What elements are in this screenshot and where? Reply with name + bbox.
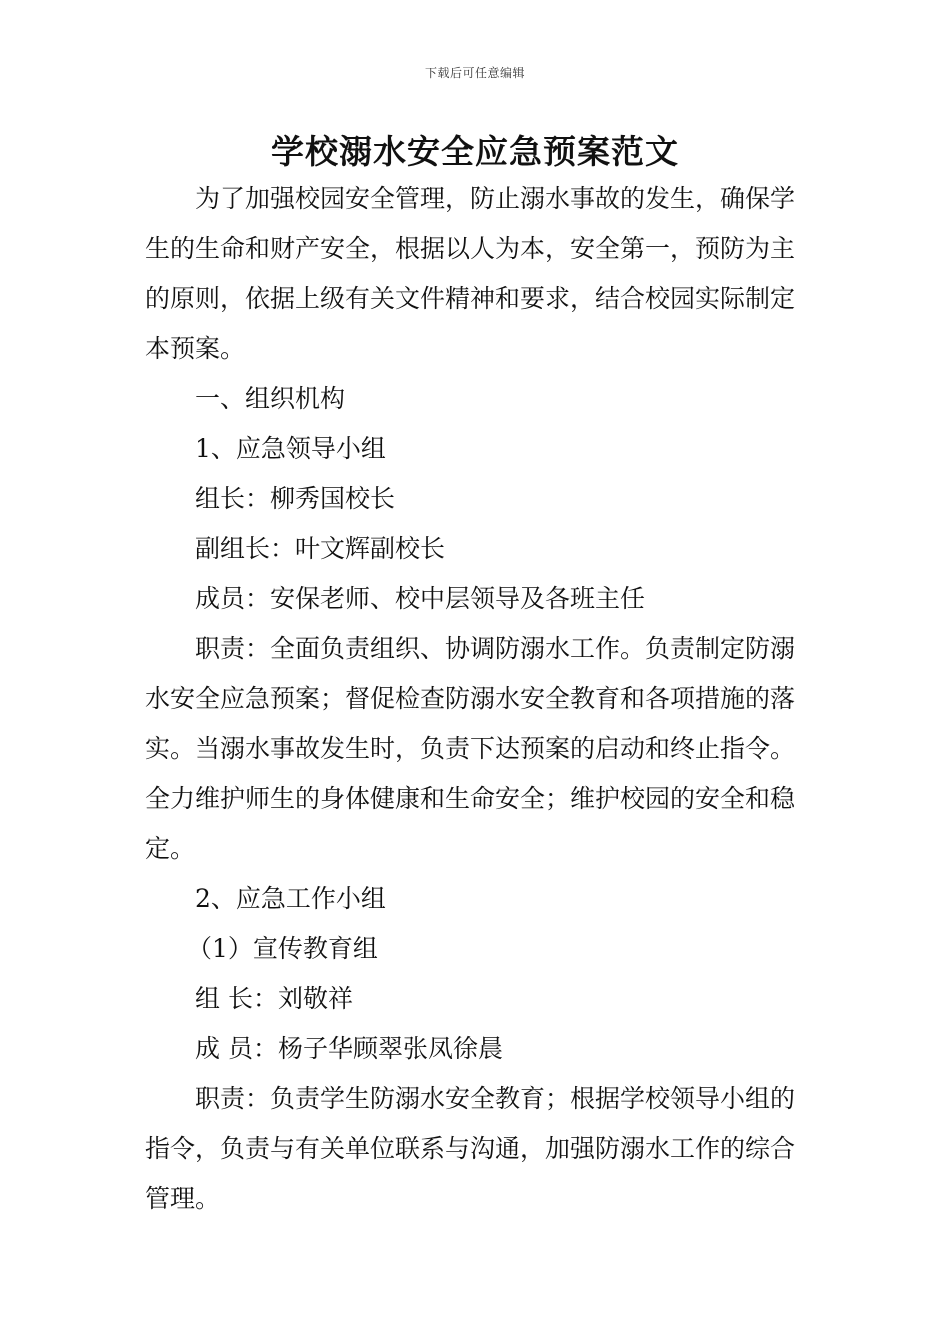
deputy-leader-line: 副组长：叶文辉副校长 [195,534,446,563]
section-heading-organization: 一、组织机构 [195,384,346,413]
header-note: 下载后可任意编辑 [424,66,525,80]
subsection-leadership-group: 1、应急领导小组 [195,434,386,463]
members-line: 成员：安保老师、校中层领导及各班主任 [195,584,646,613]
subsection-work-group: 2、应急工作小组 [195,884,386,913]
publicity-group-leader: 组 长：刘敬祥 [195,984,353,1013]
leadership-duty-paragraph: 职责：全面负责组织、协调防溺水工作。负责制定防溺水安全应急预案；督促检查防溺水安全教育和各项措施的落实。当溺水事故发生时，负责下达预案的启动和终止指令。全力维护师生的身体健康和生命安全；维护校园的安全和稳定。 [145,634,796,863]
publicity-group-members: 成 员：杨子华顾翠张凤徐晨 [195,1034,503,1063]
leader-line: 组长：柳秀国校长 [195,484,396,513]
publicity-group-heading: （1）宣传教育组 [187,934,378,963]
document-body [145,174,807,1224]
publicity-duty-paragraph: 职责：负责学生防溺水安全教育；根据学校领导小组的指令，负责与有关单位联系与沟通，加强防溺水工作的综合管理。 [145,1084,796,1213]
document-title: 学校溺水安全应急预案范文 [271,132,679,171]
intro-paragraph: 为了加强校园安全管理，防止溺水事故的发生，确保学生的生命和财产安全，根据以人为本，安全第一，预防为主的原则，依据上级有关文件精神和要求，结合校园实际制定本预案。 [145,184,796,363]
